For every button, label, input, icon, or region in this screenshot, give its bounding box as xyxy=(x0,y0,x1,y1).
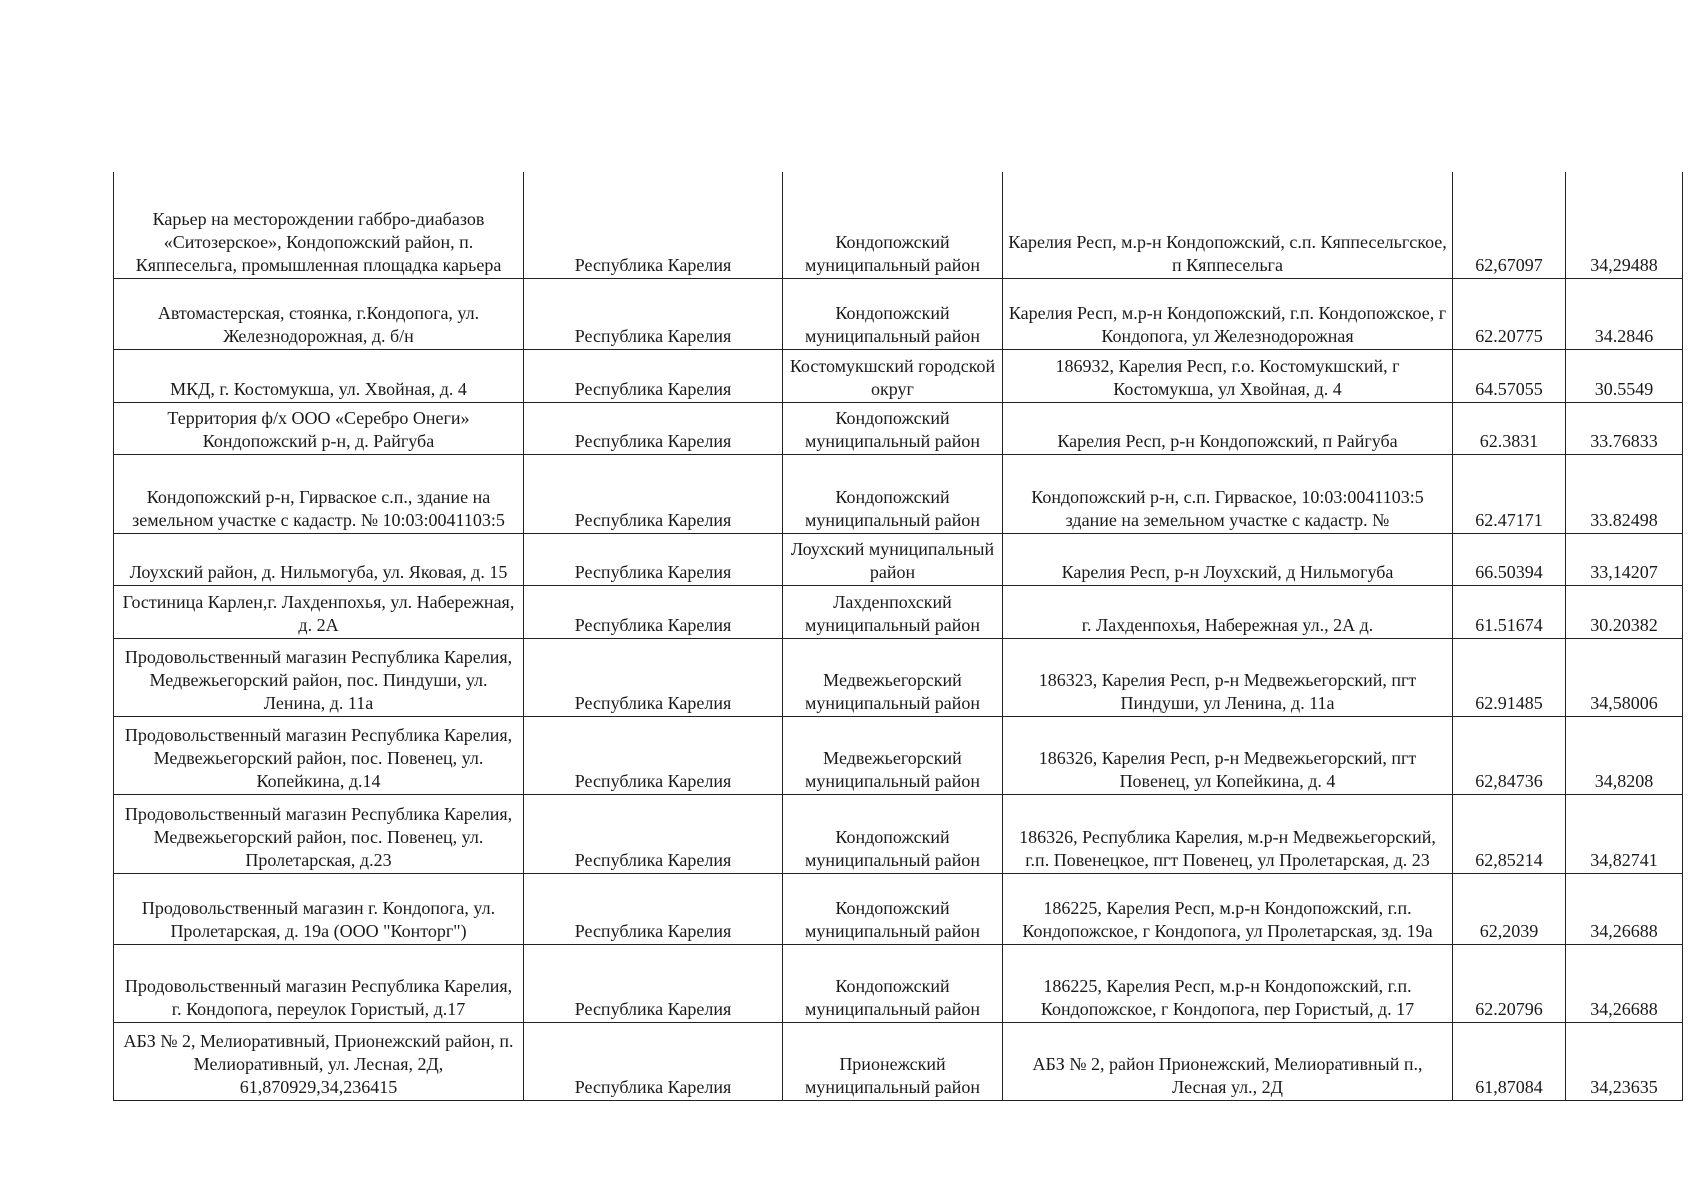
district-cell: Медвежьегорский муниципальный район xyxy=(783,638,1003,716)
district-cell: Медвежьегорский муниципальный район xyxy=(783,716,1003,794)
object-name-cell: Продовольственный магазин Республика Карелия, Медвежьегорский район, пос. Пиндуши, ул. Ленина, д. 11а xyxy=(114,638,524,716)
longitude-cell: 34.2846 xyxy=(1566,278,1683,349)
address-cell: 186225, Карелия Респ, м.р-н Кондопожский, г.п. Кондопожское, г Кондопога, ул Пролетарская, зд. 19а xyxy=(1003,873,1453,944)
object-name-cell: Продовольственный магазин Республика Карелия, Медвежьегорский район, пос. Повенец, ул. Пролетарская, д.23 xyxy=(114,794,524,873)
region-cell: Республика Карелия xyxy=(524,794,783,873)
longitude-cell: 30.5549 xyxy=(1566,349,1683,402)
table-row xyxy=(114,172,1683,278)
latitude-cell: 62.47171 xyxy=(1453,454,1566,533)
address-cell: Карелия Респ, р-н Кондопожский, п Райгуба xyxy=(1003,402,1453,454)
region-cell: Республика Карелия xyxy=(524,873,783,944)
latitude-cell: 66.50394 xyxy=(1453,533,1566,585)
region-cell: Республика Карелия xyxy=(524,172,783,278)
address-cell: г. Лахденпохья, Набережная ул., 2А д. xyxy=(1003,585,1453,638)
address-cell: 186326, Карелия Респ, р-н Медвежьегорский, пгт Повенец, ул Копейкина, д. 4 xyxy=(1003,716,1453,794)
table-row xyxy=(114,533,1683,585)
longitude-cell: 34,23635 xyxy=(1566,1022,1683,1100)
district-cell: Кондопожский муниципальный район xyxy=(783,873,1003,944)
object-name-cell: Гостиница Карлен,г. Лахденпохья, ул. Набережная, д. 2А xyxy=(114,585,524,638)
latitude-cell: 61,87084 xyxy=(1453,1022,1566,1100)
longitude-cell: 33.82498 xyxy=(1566,454,1683,533)
object-name-cell: Продовольственный магазин г. Кондопога, ул. Пролетарская, д. 19а (ООО "Конторг") xyxy=(114,873,524,944)
object-name-cell: Территория ф/х ООО «Серебро Онеги» Кондопожский р-н, д. Райгуба xyxy=(114,402,524,454)
longitude-cell: 34,29488 xyxy=(1566,172,1683,278)
object-name-cell: Карьер на месторождении габбро-диабазов «Ситозерское», Кондопожский район, п. Кяппесельга, промышленная площадка карьера xyxy=(114,172,524,278)
longitude-cell: 34,58006 xyxy=(1566,638,1683,716)
region-cell: Республика Карелия xyxy=(524,944,783,1022)
object-name-cell: АБЗ № 2, Мелиоративный, Прионежский район, п. Мелиоративный, ул. Лесная, 2Д, 61,870929,34,236415 xyxy=(114,1022,524,1100)
table-row xyxy=(114,585,1683,638)
table-row xyxy=(114,349,1683,402)
latitude-cell: 62.3831 xyxy=(1453,402,1566,454)
object-name-cell: Лоухский район, д. Нильмогуба, ул. Яковая, д. 15 xyxy=(114,533,524,585)
object-name-cell: Автомастерская, стоянка, г.Кондопога, ул. Железнодорожная, д. б/н xyxy=(114,278,524,349)
region-cell: Республика Карелия xyxy=(524,1022,783,1100)
table-row xyxy=(114,873,1683,944)
address-cell: 186326, Республика Карелия, м.р-н Медвежьегорский, г.п. Повенецкое, пгт Повенец, ул Пролетарская, д. 23 xyxy=(1003,794,1453,873)
address-cell: 186323, Карелия Респ, р-н Медвежьегорский, пгт Пиндуши, ул Ленина, д. 11а xyxy=(1003,638,1453,716)
region-cell: Республика Карелия xyxy=(524,349,783,402)
object-name-cell: Кондопожский р-н, Гирваское с.п., здание на земельном участке с кадастр. № 10:03:0041103:5 xyxy=(114,454,524,533)
locations-table xyxy=(113,172,1683,1101)
latitude-cell: 62,85214 xyxy=(1453,794,1566,873)
district-cell: Кондопожский муниципальный район xyxy=(783,402,1003,454)
longitude-cell: 34,82741 xyxy=(1566,794,1683,873)
latitude-cell: 62.91485 xyxy=(1453,638,1566,716)
region-cell: Республика Карелия xyxy=(524,638,783,716)
district-cell: Кондопожский муниципальный район xyxy=(783,278,1003,349)
table-row xyxy=(114,794,1683,873)
address-cell: 186932, Карелия Респ, г.о. Костомукшский, г Костомукша, ул Хвойная, д. 4 xyxy=(1003,349,1453,402)
address-cell: АБЗ № 2, район Прионежский, Мелиоративный п., Лесная ул., 2Д xyxy=(1003,1022,1453,1100)
district-cell: Прионежский муниципальный район xyxy=(783,1022,1003,1100)
latitude-cell: 61.51674 xyxy=(1453,585,1566,638)
address-cell: Карелия Респ, м.р-н Кондопожский, с.п. Кяппесельгское, п Кяппесельга xyxy=(1003,172,1453,278)
table-row xyxy=(114,716,1683,794)
object-name-cell: МКД, г. Костомукша, ул. Хвойная, д. 4 xyxy=(114,349,524,402)
region-cell: Республика Карелия xyxy=(524,454,783,533)
district-cell: Костомукшский городской округ xyxy=(783,349,1003,402)
table-row xyxy=(114,1022,1683,1100)
object-name-cell: Продовольственный магазин Республика Карелия, г. Кондопога, переулок Гористый, д.17 xyxy=(114,944,524,1022)
latitude-cell: 62,67097 xyxy=(1453,172,1566,278)
longitude-cell: 34,26688 xyxy=(1566,944,1683,1022)
district-cell: Кондопожский муниципальный район xyxy=(783,794,1003,873)
address-cell: Карелия Респ, р-н Лоухский, д Нильмогуба xyxy=(1003,533,1453,585)
latitude-cell: 62,84736 xyxy=(1453,716,1566,794)
longitude-cell: 34,8208 xyxy=(1566,716,1683,794)
latitude-cell: 62,2039 xyxy=(1453,873,1566,944)
longitude-cell: 34,26688 xyxy=(1566,873,1683,944)
district-cell: Кондопожский муниципальный район xyxy=(783,944,1003,1022)
address-cell: Кондопожский р-н, с.п. Гирваское, 10:03:0041103:5 здание на земельном участке с кадастр. № xyxy=(1003,454,1453,533)
table-row xyxy=(114,944,1683,1022)
district-cell: Кондопожский муниципальный район xyxy=(783,454,1003,533)
longitude-cell: 30.20382 xyxy=(1566,585,1683,638)
region-cell: Республика Карелия xyxy=(524,402,783,454)
table-row xyxy=(114,454,1683,533)
object-name-cell: Продовольственный магазин Республика Карелия, Медвежьегорский район, пос. Повенец, ул. Копейкина, д.14 xyxy=(114,716,524,794)
latitude-cell: 62.20796 xyxy=(1453,944,1566,1022)
table-row xyxy=(114,402,1683,454)
address-cell: Карелия Респ, м.р-н Кондопожский, г.п. Кондопожское, г Кондопога, ул Железнодорожная xyxy=(1003,278,1453,349)
region-cell: Республика Карелия xyxy=(524,585,783,638)
longitude-cell: 33,14207 xyxy=(1566,533,1683,585)
address-cell: 186225, Карелия Респ, м.р-н Кондопожский, г.п. Кондопожское, г Кондопога, пер Гористый, д. 17 xyxy=(1003,944,1453,1022)
region-cell: Республика Карелия xyxy=(524,716,783,794)
longitude-cell: 33.76833 xyxy=(1566,402,1683,454)
region-cell: Республика Карелия xyxy=(524,533,783,585)
latitude-cell: 62.20775 xyxy=(1453,278,1566,349)
table-row xyxy=(114,638,1683,716)
table-row xyxy=(114,278,1683,349)
district-cell: Лахденпохский муниципальный район xyxy=(783,585,1003,638)
district-cell: Кондопожский муниципальный район xyxy=(783,172,1003,278)
district-cell: Лоухский муниципальный район xyxy=(783,533,1003,585)
latitude-cell: 64.57055 xyxy=(1453,349,1566,402)
region-cell: Республика Карелия xyxy=(524,278,783,349)
